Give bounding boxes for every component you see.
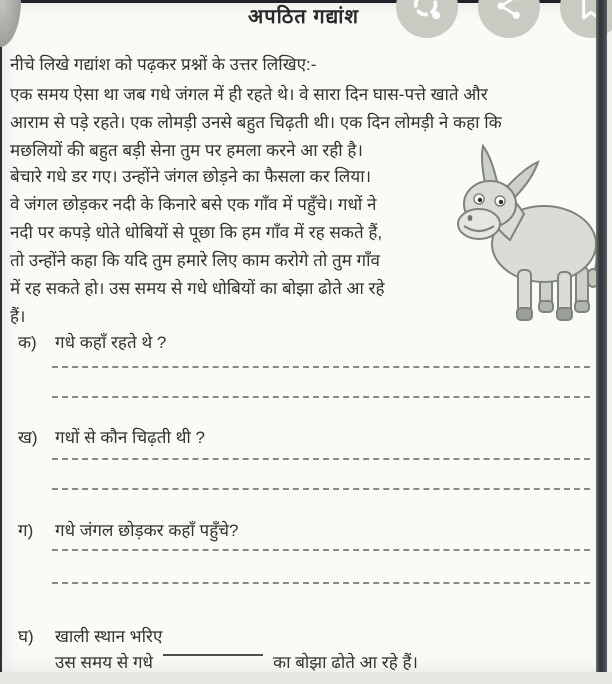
answer-line bbox=[52, 458, 590, 460]
question-label: क) bbox=[18, 333, 37, 352]
fill-blank-row bbox=[55, 650, 418, 673]
passage-line: तो उन्होंने कहा कि यदि तुम हमारे लिए काम करोगे तो तुम गाँव bbox=[10, 251, 380, 270]
donkey-illustration bbox=[452, 142, 602, 324]
lens-icon bbox=[410, 0, 444, 23]
fill-blank-suffix: का बोझा ढोते आ रहे हैं। bbox=[273, 653, 418, 672]
passage-line: मछलियों की बहुत बड़ी सेना तुम पर हमला करने आ रही है। bbox=[10, 141, 363, 160]
answer-line bbox=[52, 366, 590, 368]
share-icon bbox=[493, 0, 525, 22]
passage-line: नदी पर कपड़े धोते धोबियों से पूछा कि हम गाँव में रह सकते हैं, bbox=[10, 223, 383, 242]
fill-blank-prefix: उस समय से गधे bbox=[55, 653, 154, 672]
question-label: घ) bbox=[18, 627, 34, 646]
page-title: अपठित गद्यांश bbox=[247, 6, 360, 28]
question-text: गधे जंगल छोड़कर कहाँ पहुँचे? bbox=[55, 521, 239, 540]
question-label: ख) bbox=[18, 428, 38, 447]
answer-line bbox=[52, 582, 590, 584]
question-text: गधों से कौन चिढ़ती थी ? bbox=[55, 428, 206, 447]
question-label: ग) bbox=[18, 521, 34, 540]
passage-line: में रह सकते हो। उस समय से गधे धोबियों का बोझा ढोते आ रहे bbox=[10, 279, 385, 298]
passage-line: वे जंगल छोड़कर नदी के किनारे बसे एक गाँव में पहुँचे। गधों ने bbox=[10, 195, 377, 214]
answer-line bbox=[52, 549, 590, 551]
passage-line: बेचारे गधे डर गए। उन्होंने जंगल छोड़ने का फैसला कर लिया। bbox=[10, 167, 372, 186]
page-spine-edge bbox=[596, 0, 607, 672]
fill-blank-line bbox=[163, 654, 263, 666]
question-text: गधे कहाँ रहते थे ? bbox=[55, 333, 167, 352]
background-margin bbox=[607, 0, 612, 684]
background-margin bbox=[0, 672, 612, 684]
passage-line: आराम से पड़े रहते। एक लोमड़ी उनसे बहुत चिढ़ती थी। एक दिन लोमड़ी ने कहा कि bbox=[10, 113, 502, 132]
passage-line: हैं। bbox=[10, 307, 26, 326]
question-text: खाली स्थान भरिए bbox=[55, 627, 163, 646]
passage-line: एक समय ऐसा था जब गधे जंगल में ही रहते थे। वे सारा दिन घास-पत्ते खाते और bbox=[10, 85, 488, 104]
answer-line bbox=[52, 396, 590, 398]
passage-instruction: नीचे लिखे गद्यांश को पढ़कर प्रश्नों के उत्तर लिखिए:- bbox=[10, 55, 317, 74]
answer-line bbox=[52, 488, 590, 490]
